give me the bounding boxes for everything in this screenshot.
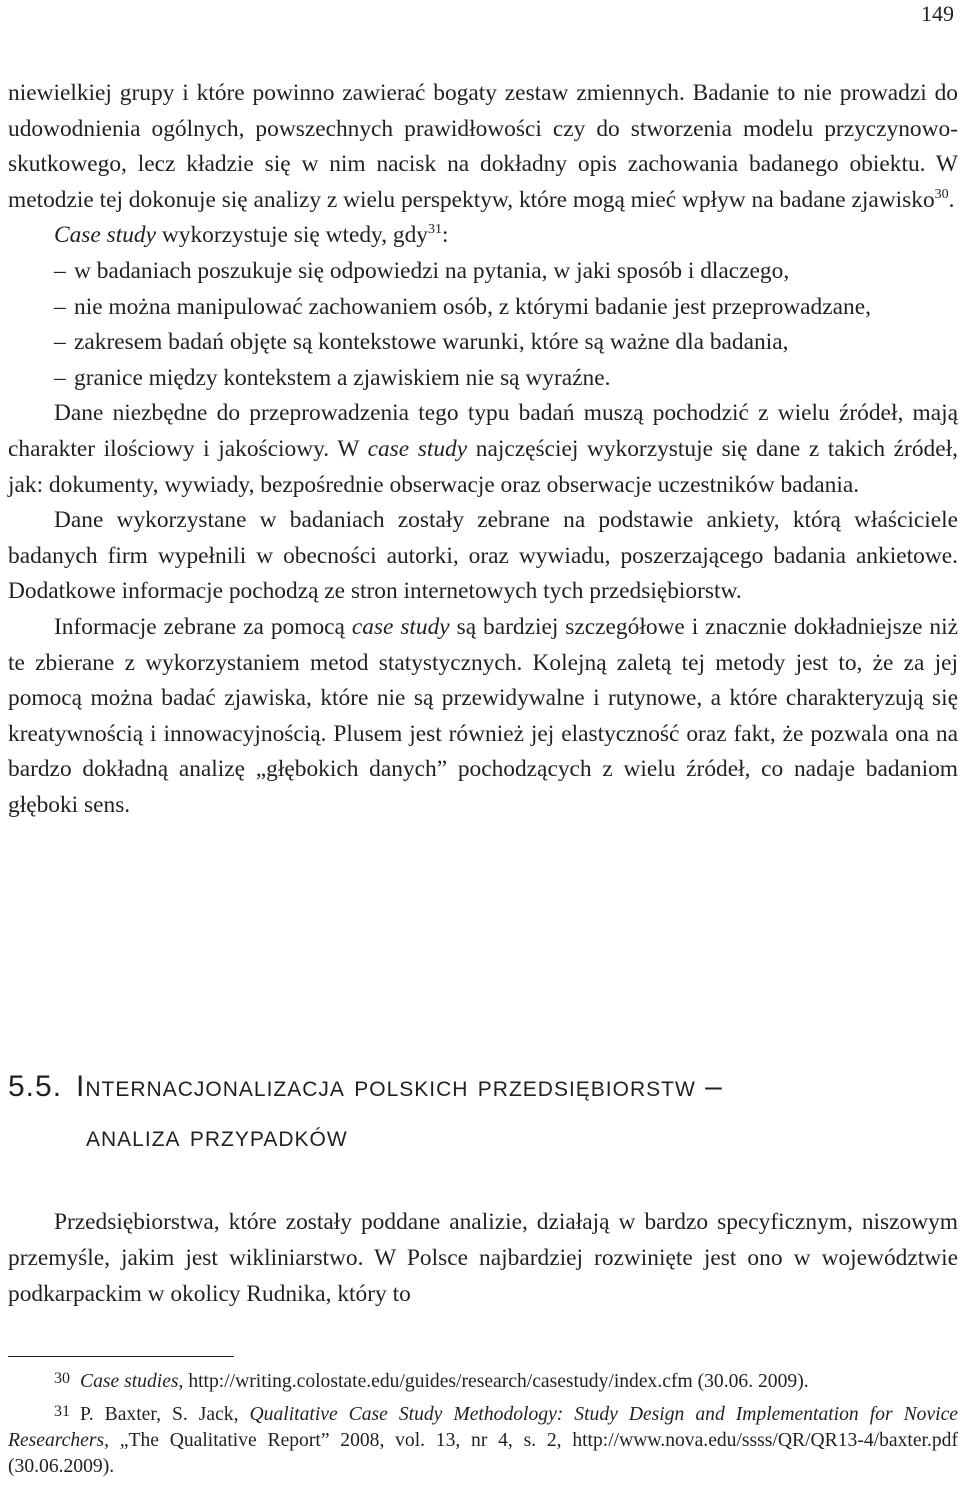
list-item-text: w badaniach poszukuje się odpowiedzi na pytania, w jaki sposób i dlaczego, <box>74 257 790 284</box>
footnotes <box>8 1366 958 1480</box>
body-text <box>8 76 958 823</box>
paragraph-3-text-a: Dane niezbędne do przeprowadzenia tego typu badań muszą pochodzić z wielu źródeł, mają charakter ilościowy i jakościowy. W <box>8 400 958 462</box>
footnote-31 <box>8 1399 958 1480</box>
paragraph-1-end: . <box>948 186 955 213</box>
paragraph-1 <box>8 76 958 218</box>
footnote-ref-30[interactable]: 30 <box>934 186 949 202</box>
list-item <box>8 290 958 326</box>
paragraph-2-italic: Case study <box>54 222 157 249</box>
page-number: 149 <box>921 1 954 26</box>
list-dash: – <box>54 364 66 391</box>
footnote-text: , „The Qualitative Report” 2008, vol. 13, nr 4, s. 2, http://www.nova.edu/ssss/QR/QR13-4/baxter.pdf (30.06.2009). <box>8 1430 958 1477</box>
paragraph-1-text: niewielkiej grupy i które powinno zawierać bogaty zestaw zmiennych. Badanie to nie prowadzi do udowodnienia ogólnych, powszechnych prawidłowości czy do stworzenia modelu przyczynowo-skutkowego, lecz kładzie się w nim nacisk na dokładny opis zachowania badanego obiektu. W metodzie tej dokonuje się analizy z wielu perspektyw, które mogą mieć wpływ na badane zjawisko <box>8 80 958 213</box>
footnote-divider <box>8 1356 234 1357</box>
list-item <box>54 325 958 361</box>
footnote-30 <box>8 1366 958 1395</box>
section-title-line-1: Internacjonalizacja polskich przedsiębiorstw – <box>76 1070 723 1103</box>
list-item-text: zakresem badań objęte są kontekstowe warunki, które są ważne dla badania, <box>74 329 789 356</box>
list-item-text: nie można manipulować zachowaniem osób, z którymi badanie jest przeprowadzane, <box>74 293 871 320</box>
paragraph-2-end: : <box>442 222 449 249</box>
paragraph-5-text-b: są bardziej szczegółowe i znacznie dokładniejsze niż te zbierane z wykorzystaniem metod statystycznych. Kolejną zaletą tej metody jest to, że za jej pomocą można badać zjawiska, które nie są przewidywalne i rutynowe, a które charakteryzują się kreatywnością i innowacyjnością. Plusem jest również jej elastyczność oraz fakt, że pozwala ona na bardzo dokładną analizę „głębokich danych” pochodzących z wielu źródeł, co nadaje badaniom głęboki sens. <box>8 613 958 818</box>
section-number: 5.5. <box>8 1070 63 1103</box>
section-title-line-2: analiza przypadków <box>86 1120 348 1153</box>
paragraph-3 <box>8 396 958 503</box>
paragraph-3-text-b: najczęściej wykorzystuje się dane z takich źródeł, jak: dokumenty, wywiady, bezpośrednie obserwacje oraz obserwacje uczestników badania. <box>8 435 958 498</box>
paragraph-5 <box>8 610 958 824</box>
footnote-ref-31[interactable]: 31 <box>428 222 442 238</box>
list-dash: – <box>54 329 66 356</box>
paragraph-4: Dane wykorzystane w badaniach zostały zebrane na podstawie ankiety, którą właściciele badanych firm wypełnili w obecności autorki, oraz wywiadu, poszerzającego badania ankietowe. Dodatkowe informacje pochodzą ze stron internetowych tych przedsiębiorstw. <box>8 507 958 605</box>
footnote-italic: Qualitative Case Study Methodology: Study Design and Implementation for Novice Researchers <box>8 1404 958 1451</box>
paragraph-2-text: wykorzystuje się wtedy, gdy <box>156 222 428 249</box>
list-dash: – <box>54 293 66 320</box>
list-item <box>54 254 958 290</box>
section-paragraph: Przedsiębiorstwa, które zostały poddane analizie, działają w bardzo specyficznym, niszowym przemyśle, jakim jest wikliniarstwo. W Polsce najbardziej rozwinięte jest ono w województwie podkarpackim w okolicy Rudnika, który to <box>8 1209 958 1307</box>
footnote-pre: P. Baxter, S. Jack, <box>80 1404 250 1425</box>
footnote-number: 30 <box>54 1370 70 1387</box>
paragraph-5-italic: case study <box>351 613 450 640</box>
paragraph-5-text-a: Informacje zebrane za pomocą <box>54 613 352 640</box>
list-item-text: granice między kontekstem a zjawiskiem nie są wyraźne. <box>74 364 611 391</box>
footnote-italic: Case studies <box>80 1371 179 1392</box>
list-dash: – <box>54 257 66 284</box>
section-heading-line-1 <box>8 1062 958 1112</box>
footnote-text: , http://writing.colostate.edu/guides/research/casestudy/index.cfm (30.06. 2009). <box>178 1371 809 1392</box>
paragraph-2 <box>8 218 958 254</box>
section-heading <box>8 1062 958 1162</box>
list-item <box>54 361 958 397</box>
footnote-number: 31 <box>54 1403 70 1420</box>
paragraph-3-italic: case study <box>367 435 468 462</box>
